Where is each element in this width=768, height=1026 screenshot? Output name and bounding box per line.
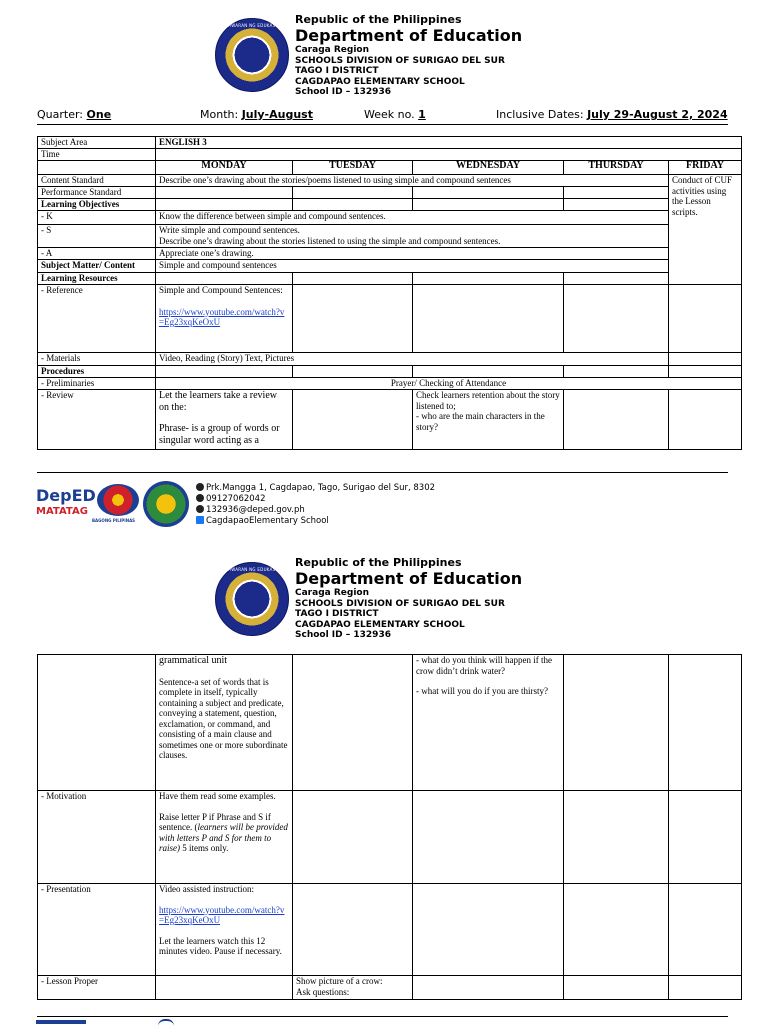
empty-cell [669, 791, 742, 884]
day-header-blank [38, 161, 156, 175]
empty-cell [413, 884, 564, 976]
matatag-logo: MATATAG [36, 506, 88, 517]
month-field: Month: July-August [200, 108, 313, 121]
review-monday-2: Phrase- is a group of words or singular word acting as a [159, 423, 280, 446]
s-text-1: Write simple and compound sentences. [159, 225, 300, 235]
review-wednesday-cont-2: - what will you do if you are thirsty? [416, 686, 548, 696]
presentation-label: - Presentation [38, 884, 156, 976]
contact-block [196, 483, 435, 527]
facebook-line: CagdapaoElementary School [196, 516, 435, 527]
empty-cell [156, 366, 293, 378]
sentence-definition: Sentence-a set of words that is complete in itself, typically containing a subject and predicate, conveying a statement, question, exclamation, or command, and consisting of a main clause and sometimes one or more subordinate clauses. [159, 676, 288, 760]
day-header-monday: MONDAY [156, 161, 293, 175]
phone-line: 09127062042 [196, 494, 435, 505]
empty-cell [156, 199, 293, 211]
district-text: TAGO I DISTRICT [295, 66, 379, 76]
presentation-text-1: Video assisted instruction: [159, 884, 254, 894]
empty-cell [669, 976, 742, 1000]
preliminaries-label: - Preliminaries [38, 378, 156, 390]
learning-objectives-label: Learning Objectives [38, 199, 156, 211]
reference-link[interactable]: https://www.youtube.com/watch?v=Eg23xqKeOxU [159, 306, 285, 327]
motivation-monday [156, 791, 293, 884]
school-id-text: School ID – 132936 [295, 630, 391, 640]
empty-cell [669, 353, 742, 366]
district-text: TAGO I DISTRICT [295, 609, 379, 619]
materials-value: Video, Reading (Story) Text, Pictures [156, 353, 669, 366]
location-icon [196, 483, 204, 491]
department-title: Department of Education [295, 26, 523, 45]
learning-resources-label: Learning Resources [38, 273, 156, 285]
empty-cell [413, 976, 564, 1000]
empty-cell [564, 199, 669, 211]
content-standard-label: Content Standard [38, 175, 156, 187]
lesson-proper-label: - Lesson Proper [38, 976, 156, 1000]
footer-divider [37, 472, 728, 473]
empty-cell [293, 273, 413, 285]
review-monday-cont [156, 655, 293, 791]
meta-line [37, 108, 728, 125]
facebook-icon [196, 516, 204, 524]
letterhead [295, 556, 522, 641]
empty-cell [564, 285, 669, 353]
review-monday [156, 390, 293, 450]
materials-label: - Materials [38, 353, 156, 366]
empty-cell [293, 390, 413, 450]
content-standard-value: Describe one’s drawing about the stories/poems listened to using simple and compound sentences [156, 175, 669, 187]
empty-cell [293, 187, 413, 199]
lesson-proper-text-2: Ask questions: [296, 986, 350, 997]
empty-cell [564, 273, 669, 285]
day-header-tuesday: TUESDAY [293, 161, 413, 175]
lesson-log-table-1 [37, 136, 742, 450]
review-label: - Review [38, 390, 156, 450]
subject-area-value: ENGLISH 3 [156, 137, 742, 149]
division-text: SCHOOLS DIVISION OF SURIGAO DEL SUR [295, 598, 505, 609]
a-label: - A [38, 248, 156, 260]
empty-cell [293, 655, 413, 791]
region-text: Caraga Region [295, 588, 369, 598]
empty-cell [293, 791, 413, 884]
procedures-label: Procedures [38, 366, 156, 378]
seal-text: KAGAWARAN NG EDUKASYON [219, 567, 285, 572]
empty-cell [293, 199, 413, 211]
presentation-link[interactable]: https://www.youtube.com/watch?v=Eg23xqKeOxU [159, 904, 285, 925]
deped-logo: DepED [36, 486, 96, 505]
review-wednesday-cont [413, 655, 564, 791]
subject-matter-value: Simple and compound sentences [156, 260, 669, 273]
reference-label: - Reference [38, 285, 156, 353]
empty-cell [564, 187, 669, 199]
empty-cell [156, 187, 293, 199]
empty-cell [413, 199, 564, 211]
empty-cell [669, 884, 742, 976]
review-wednesday-2: - who are the main characters in the story? [416, 411, 545, 432]
email-icon [196, 505, 204, 513]
presentation-text-2: Let the learners watch this 12 minutes video. Pause if necessary. [159, 935, 282, 956]
presentation-monday [156, 884, 293, 976]
empty-cell [564, 655, 669, 791]
review-wednesday [413, 390, 564, 450]
dates-field: Inclusive Dates: July 29-August 2, 2024 [496, 108, 728, 121]
empty-cell [413, 366, 564, 378]
reference-cell [156, 285, 293, 353]
bagong-pilipinas-logo [97, 484, 139, 516]
empty-cell [669, 390, 742, 450]
lesson-log-table-2 [37, 654, 742, 1000]
empty-cell [564, 976, 669, 1000]
deped-seal [215, 562, 289, 636]
republic-text: Republic of the Philippines [295, 13, 462, 26]
school-text: CAGDAPAO ELEMENTARY SCHOOL [295, 619, 465, 630]
day-header-thursday: THURSDAY [564, 161, 669, 175]
subject-matter-label: Subject Matter/ Content [38, 260, 156, 273]
motivation-label: - Motivation [38, 791, 156, 884]
review-monday-1: Let the learners take a review on the: [159, 390, 277, 413]
footer-logos-partial [36, 1020, 86, 1024]
republic-text: Republic of the Philippines [295, 556, 462, 569]
department-title: Department of Education [295, 569, 523, 588]
s-label: - S [38, 225, 156, 248]
subject-area-label: Subject Area [38, 137, 156, 149]
empty-cell [156, 976, 293, 1000]
review-monday-cont-1: grammatical unit [159, 655, 228, 666]
k-text: Know the difference between simple and compound sentences. [156, 211, 669, 225]
division-text: SCHOOLS DIVISION OF SURIGAO DEL SUR [295, 55, 505, 66]
address-line: Prk.Mangga 1, Cagdapao, Tago, Surigao del Sur, 8302 [196, 483, 435, 494]
phone-icon [196, 494, 204, 502]
empty-cell [564, 791, 669, 884]
day-header-friday: FRIDAY [669, 161, 742, 175]
motivation-text-1: Have them read some examples. [159, 791, 276, 801]
s-text-2: Describe one’s drawing about the stories listened to using the simple and compound sentences. [159, 235, 501, 246]
day-header-wednesday: WEDNESDAY [413, 161, 564, 175]
empty-cell [38, 655, 156, 791]
empty-cell [564, 366, 669, 378]
bagong-pilipinas-text: BAGONG PILIPINAS [92, 518, 136, 523]
empty-cell [413, 187, 564, 199]
empty-cell [156, 273, 293, 285]
empty-cell [293, 285, 413, 353]
empty-cell [669, 366, 742, 378]
lesson-proper-tuesday [293, 976, 413, 1000]
k-label: - K [38, 211, 156, 225]
empty-cell [564, 884, 669, 976]
empty-cell [564, 390, 669, 450]
quarter-field: Quarter: One [37, 108, 112, 121]
school-id-text: School ID – 132936 [295, 87, 391, 97]
time-value [156, 149, 742, 161]
s-text [156, 225, 669, 248]
time-label: Time [38, 149, 156, 161]
empty-cell [293, 366, 413, 378]
school-text: CAGDAPAO ELEMENTARY SCHOOL [295, 76, 465, 87]
seal-text: KAGAWARAN NG EDUKASYON [219, 23, 285, 28]
a-text: Appreciate one’s drawing. [156, 248, 669, 260]
empty-cell [413, 791, 564, 884]
school-logo [143, 481, 189, 527]
letterhead [295, 13, 522, 98]
empty-cell [669, 655, 742, 791]
empty-cell [413, 273, 564, 285]
email-line: 132936@deped.gov.ph [196, 505, 435, 516]
motivation-text-2: Raise letter P if Phrase and S if sentence. (learners will be provided with letters P and S for them to raise) 5 items only. [159, 811, 288, 853]
lesson-proper-text-1: Show picture of a crow: [296, 976, 383, 986]
empty-cell [669, 285, 742, 353]
review-wednesday-1: Check learners retention about the story listened to; [416, 390, 560, 411]
deped-seal [215, 18, 289, 92]
reference-text: Simple and Compound Sentences: [159, 285, 283, 295]
week-field: Week no. 1 [364, 108, 426, 121]
review-wednesday-cont-1: - what do you think will happen if the crow didn’t drink water? [416, 655, 552, 676]
performance-standard-label: Performance Standard [38, 187, 156, 199]
empty-cell [293, 884, 413, 976]
empty-cell [413, 285, 564, 353]
preliminaries-value: Prayer/ Checking of Attendance [156, 378, 742, 390]
school-logo-partial [158, 1019, 174, 1026]
friday-note: Conduct of CUF activities using the Lesson scripts. [669, 175, 742, 285]
region-text: Caraga Region [295, 45, 369, 55]
footer-divider [37, 1016, 728, 1017]
